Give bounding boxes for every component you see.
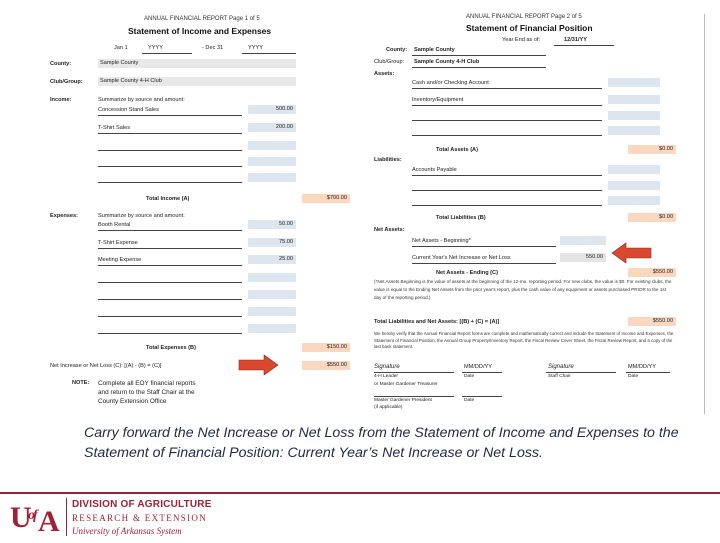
org-line-1: DIVISION OF AGRICULTURE — [72, 499, 212, 510]
svg-text:U: U — [10, 501, 30, 534]
year-end-label: Year End as of: — [502, 37, 541, 43]
net-assets-label: Net Assets: — [374, 227, 405, 233]
date-line[interactable] — [462, 396, 502, 397]
net-assets-ending-value: $550.00 — [628, 268, 676, 277]
current-year-value[interactable]: 550.00 — [560, 253, 606, 262]
assets-label: Assets: — [374, 71, 395, 77]
total-liabilities-value: $0.00 — [628, 213, 676, 222]
note-label: NOTE: — [72, 380, 90, 386]
asset-row-line — [412, 120, 602, 121]
income-item-amount[interactable]: 200.00 — [248, 123, 296, 132]
asset-item: Inventory/Equipment — [412, 97, 464, 103]
liability-row-line — [412, 175, 602, 176]
period-from-label: Jan 1 — [114, 45, 128, 51]
net-assets-footnote: (*Net Assets Beginning is the value of assets at the beginning of the 12-mo. reporting period. For new clubs, the value is $0. For existing clubs, the value is equal to the Ending Net Assets from the prior year's report, plus the cash value of any equipment or assets purchased PRIOR to the 1st day of the reporting period.) — [374, 279, 672, 300]
county-line — [412, 55, 546, 56]
income-row-line — [98, 150, 242, 151]
expense-row-line — [98, 316, 242, 317]
period-from-value: YYYY — [148, 45, 163, 51]
expense-row-line — [98, 333, 242, 334]
asset-amount[interactable] — [608, 126, 660, 135]
income-item-name: T-Shirt Sales — [98, 125, 131, 131]
income-row-line — [98, 115, 242, 116]
expense-item-amount[interactable]: 50.00 — [248, 220, 296, 229]
county-field[interactable]: Sample County — [98, 59, 296, 68]
year-end-line — [554, 45, 614, 46]
sig-header: MM/DD/YY — [464, 364, 492, 370]
sig-role-3: Master Gardener President — [374, 398, 432, 403]
note-line: Complete all EOY financial reports — [98, 380, 196, 387]
liability-amount[interactable] — [608, 181, 660, 190]
liability-row-line — [412, 205, 602, 206]
expense-row-line — [98, 230, 242, 231]
date-line[interactable] — [462, 372, 502, 373]
ua-logo — [8, 497, 64, 543]
ua-logo-icon — [8, 497, 64, 535]
signature-line[interactable] — [374, 372, 454, 373]
asset-amount[interactable] — [608, 95, 660, 104]
income-empty-cell[interactable] — [248, 157, 296, 166]
period-from-line — [142, 53, 192, 54]
net-income-value: $550.00 — [302, 361, 350, 370]
club-field[interactable]: Sample County 4-H Club — [98, 77, 296, 86]
total-assets-label: Total Assets (A) — [436, 147, 478, 153]
signature-line[interactable] — [374, 396, 454, 397]
financial-position-sheet — [370, 14, 708, 414]
sig-role-2: or Master Gardener Treasurer — [374, 382, 438, 387]
expense-row-line — [98, 299, 242, 300]
page-label: ANNUAL FINANCIAL REPORT Page 2 of 5 — [466, 14, 582, 20]
total-income-label: Total Income (A) — [146, 196, 190, 202]
total-liab-net-value: $550.00 — [628, 317, 676, 326]
asset-amount[interactable] — [608, 78, 660, 87]
income-empty-cell[interactable] — [248, 173, 296, 182]
caption-text: Carry forward the Net Increase or Net Loss from the Statement of Income and Expenses to the Statement of Financial Position: Current Year’s Net Increase or Net Loss. — [84, 425, 679, 461]
net-assets-row-line — [412, 263, 556, 264]
total-liab-net-label: Total Liabilities and Net Assets: [(B) + (C) = (A)] — [374, 319, 500, 325]
net-assets-ending-label: Net Assets - Ending (C) — [436, 270, 498, 276]
sig-role: 4-H Leader — [374, 374, 398, 379]
expense-row-line — [98, 265, 242, 266]
sig-header: MM/DD/YY — [628, 364, 656, 370]
signature-line[interactable] — [546, 372, 616, 373]
sig-role: Date — [628, 374, 639, 379]
period-to-line — [242, 53, 296, 54]
county-label: County: — [386, 47, 408, 53]
asset-amount[interactable] — [608, 111, 660, 120]
total-expenses-value: $150.00 — [302, 343, 350, 352]
club-label: Club/Group: — [374, 59, 405, 65]
asset-row-line — [412, 135, 602, 136]
period-to-value: YYYY — [248, 45, 263, 51]
expenses-label: Expenses: — [50, 213, 78, 219]
income-instruction: Summarize by source and amount: — [98, 97, 185, 103]
sig-role: Date — [464, 374, 475, 379]
total-liabilities-label: Total Liabilities (B) — [436, 215, 486, 221]
total-assets-value: $0.00 — [628, 145, 676, 154]
net-assets-beginning-value[interactable] — [560, 236, 606, 245]
expense-empty-cell[interactable] — [248, 273, 296, 282]
club-label: Club/Group: — [50, 79, 83, 85]
expense-row-line — [98, 248, 242, 249]
sig-header: Signature — [374, 364, 400, 370]
period-to-label: - Dec 31 — [202, 45, 224, 51]
income-row-line — [98, 166, 242, 167]
certification-text: We hereby verify that the Annual Financial Report forms are complete and mathematically correct and include the Statement of Income and Expenses, the Statement of Financial Position, the Annual Group Property/Inventory Report, the Fiscal Review Cover Sheet, the Fiscal Review Report, and a copy of the last bank statement. — [374, 331, 674, 349]
net-income-label: Net Increase or Net Loss (C): [(A) - (B) = (C)] — [50, 363, 162, 369]
county-value: Sample County — [414, 47, 455, 53]
date-line[interactable] — [626, 372, 670, 373]
expense-item-amount[interactable]: 75.00 — [248, 238, 296, 247]
org-line-2: RESEARCH & EXTENSION — [72, 513, 208, 523]
expense-item-name: Meeting Expense — [98, 257, 142, 263]
income-statement-sheet — [42, 14, 360, 405]
net-assets-row-line — [412, 246, 556, 247]
arrow-left-icon — [610, 242, 652, 264]
page-label: ANNUAL FINANCIAL REPORT Page 1 of 5 — [144, 16, 260, 22]
statement-title: Statement of Financial Position — [466, 23, 593, 33]
note-line: and return to the Staff Chair at the — [98, 389, 195, 396]
arrow-right-icon — [238, 354, 280, 376]
expense-item-name: T-Shirt Expense — [98, 240, 138, 246]
income-row-line — [98, 133, 242, 134]
income-empty-cell[interactable] — [248, 141, 296, 150]
svg-text:A: A — [38, 505, 58, 535]
liabilities-label: Liabilities: — [374, 157, 402, 163]
total-expenses-label: Total Expenses (B) — [146, 345, 196, 351]
asset-item: Cash and/or Checking Account — [412, 80, 489, 86]
expense-row-line — [98, 282, 242, 283]
income-row-line — [98, 182, 242, 183]
income-label: Income: — [50, 97, 72, 103]
note-line: County Extension Office — [98, 398, 167, 405]
footer-divider — [66, 498, 67, 536]
statement-title: Statement of Income and Expenses — [128, 26, 272, 36]
year-end-value: 12/31/YY — [564, 37, 588, 43]
expense-item-amount[interactable]: 25.00 — [248, 255, 296, 264]
liability-row-line — [412, 190, 602, 191]
expense-empty-cell[interactable] — [248, 290, 296, 299]
liability-amount[interactable] — [608, 165, 660, 174]
sig-header: Signature — [548, 364, 574, 370]
expense-item-name: Booth Rental — [98, 222, 131, 228]
expense-empty-cell[interactable] — [248, 324, 296, 333]
net-assets-beginning-label: Net Assets - Beginning* — [412, 238, 471, 244]
asset-row-line — [412, 105, 602, 106]
county-label: County: — [50, 61, 72, 67]
sig-role-3-date: Date — [464, 398, 475, 403]
liability-item: Accounts Payable — [412, 167, 457, 173]
sheet-edge — [704, 14, 705, 414]
income-item-name: Concession Stand Sales — [98, 107, 159, 113]
club-value: Sample County 4-H Club — [414, 59, 480, 65]
org-line-3: University of Arkansas System — [72, 526, 182, 536]
asset-row-line — [412, 88, 602, 89]
total-income-value: $700.00 — [302, 194, 350, 203]
expense-empty-cell[interactable] — [248, 307, 296, 316]
liability-amount[interactable] — [608, 196, 660, 205]
sig-role-3-note: (if applicable) — [374, 405, 403, 410]
svg-text:of: of — [28, 508, 36, 523]
current-year-label: Current Year's Net Increase or Net Loss — [412, 255, 511, 261]
club-line — [412, 67, 546, 68]
expenses-instruction: Summarize by source and amount: — [98, 213, 185, 219]
footer-rule — [0, 492, 720, 494]
income-item-amount[interactable]: 500.00 — [248, 105, 296, 114]
sig-role: Staff Chair — [548, 374, 571, 379]
